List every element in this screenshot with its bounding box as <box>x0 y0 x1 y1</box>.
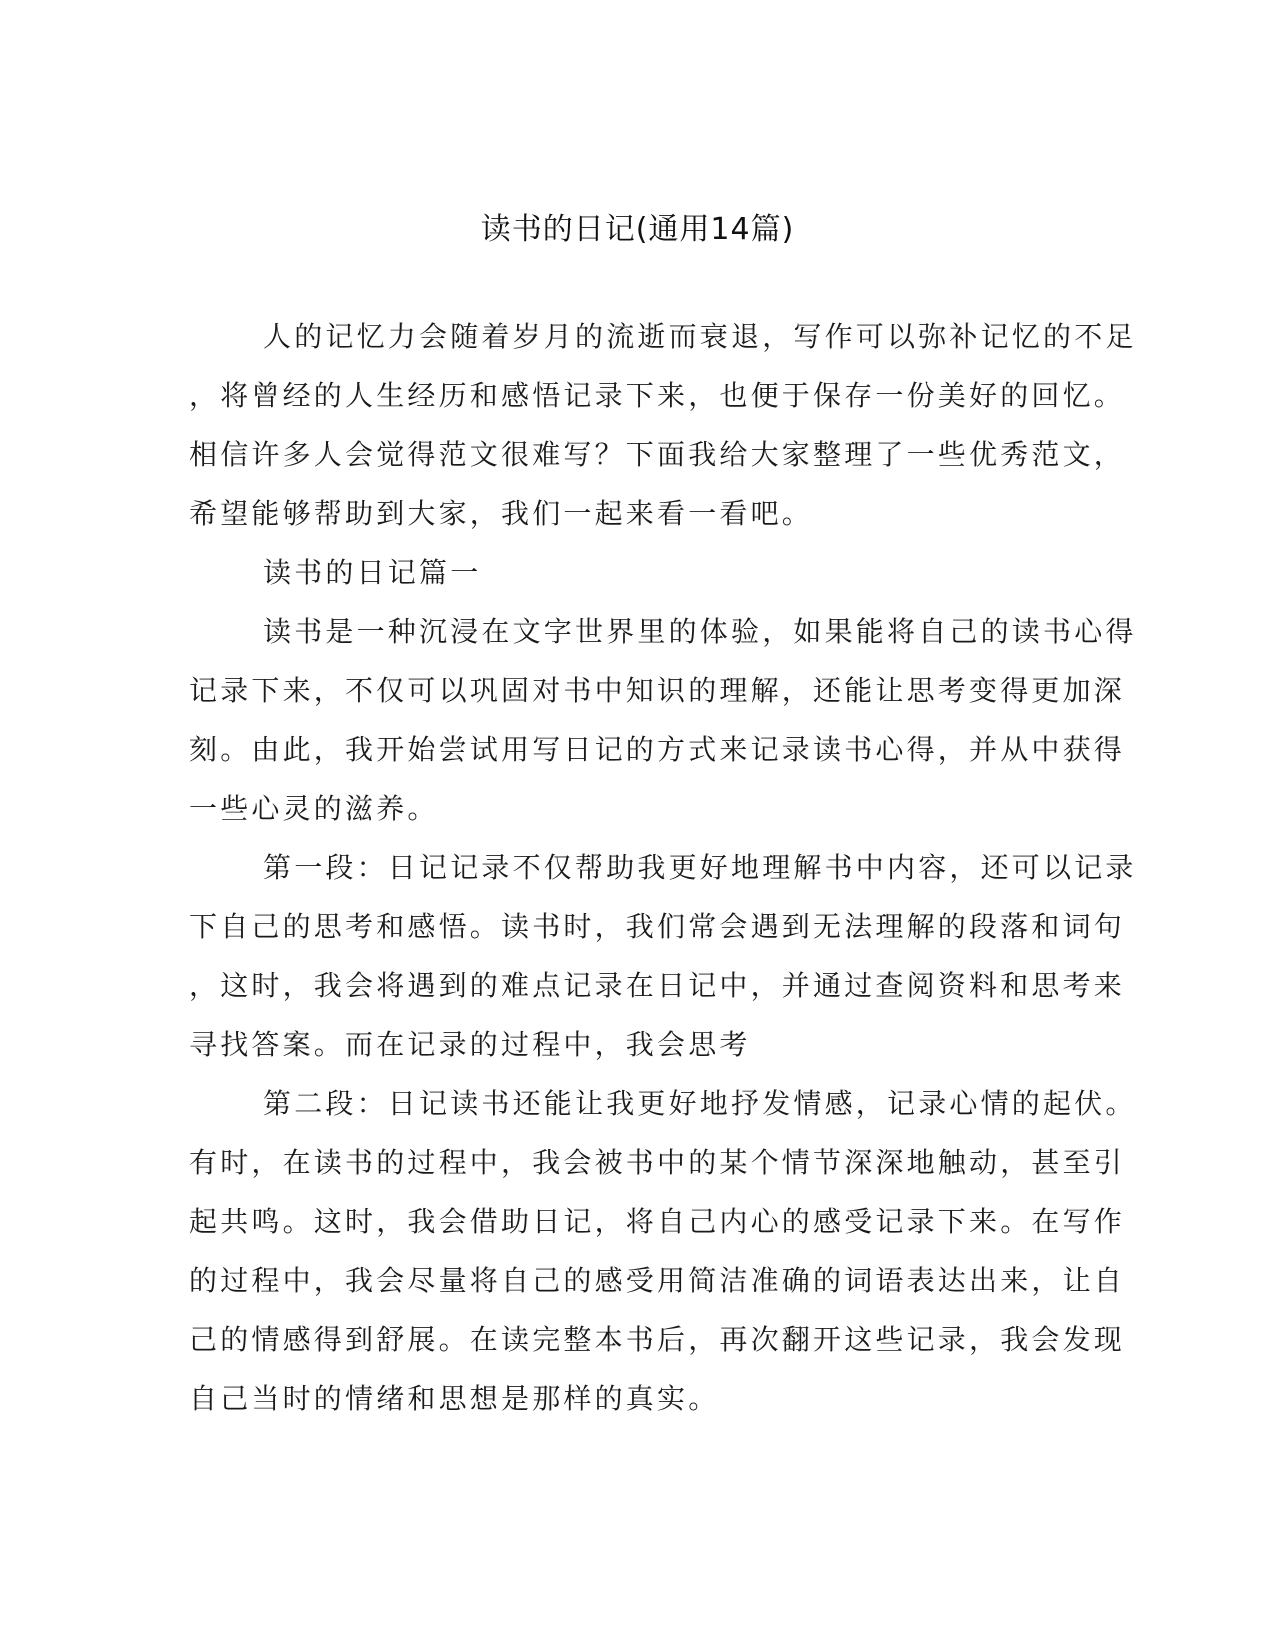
paragraph-line: 记录下来，不仅可以巩固对书中知识的理解，还能让思考变得更加深 <box>189 674 1126 707</box>
paragraph-line: 第二段：日记读书还能让我更好地抒发情感，记录心情的起伏。 <box>263 1087 1137 1120</box>
paragraph-line: 刻。由此，我开始尝试用写日记的方式来记录读书心得，并从中获得 <box>189 733 1126 766</box>
paragraph-line: 自己当时的情绪和思想是那样的真实。 <box>189 1382 720 1415</box>
paragraph-line: 寻找答案。而在记录的过程中，我会思考 <box>189 1028 751 1061</box>
paragraph-line: 己的情感得到舒展。在读完整本书后，再次翻开这些记录，我会发现 <box>189 1323 1126 1356</box>
intro-line-3: 相信许多人会觉得范文很难写？下面我给大家整理了一些优秀范文， <box>189 438 1126 471</box>
paragraph-line: 读书是一种沉浸在文字世界里的体验，如果能将自己的读书心得 <box>263 615 1137 648</box>
paragraph-line: 有时，在读书的过程中，我会被书中的某个情节深深地触动，甚至引 <box>189 1146 1126 1179</box>
paragraph-line: 一些心灵的滋养。 <box>189 792 439 825</box>
section-heading-1: 读书的日记篇一 <box>263 556 482 589</box>
intro-line-2: ，将曾经的人生经历和感悟记录下来，也便于保存一份美好的回忆。 <box>189 379 1126 412</box>
paragraph-line: ，这时，我会将遇到的难点记录在日记中，并通过查阅资料和思考来 <box>189 969 1126 1002</box>
paragraph-line: 第一段：日记记录不仅帮助我更好地理解书中内容，还可以记录 <box>263 851 1137 884</box>
intro-line-4: 希望能够帮助到大家，我们一起来看一看吧。 <box>189 497 814 530</box>
document-title: 读书的日记(通用14篇) <box>480 212 795 247</box>
intro-line-1: 人的记忆力会随着岁月的流逝而衰退，写作可以弥补记忆的不足 <box>263 320 1137 353</box>
paragraph-line: 的过程中，我会尽量将自己的感受用简洁准确的词语表达出来，让自 <box>189 1264 1126 1297</box>
paragraph-line: 起共鸣。这时，我会借助日记，将自己内心的感受记录下来。在写作 <box>189 1205 1126 1238</box>
paragraph-line: 下自己的思考和感悟。读书时，我们常会遇到无法理解的段落和词句 <box>189 910 1126 943</box>
